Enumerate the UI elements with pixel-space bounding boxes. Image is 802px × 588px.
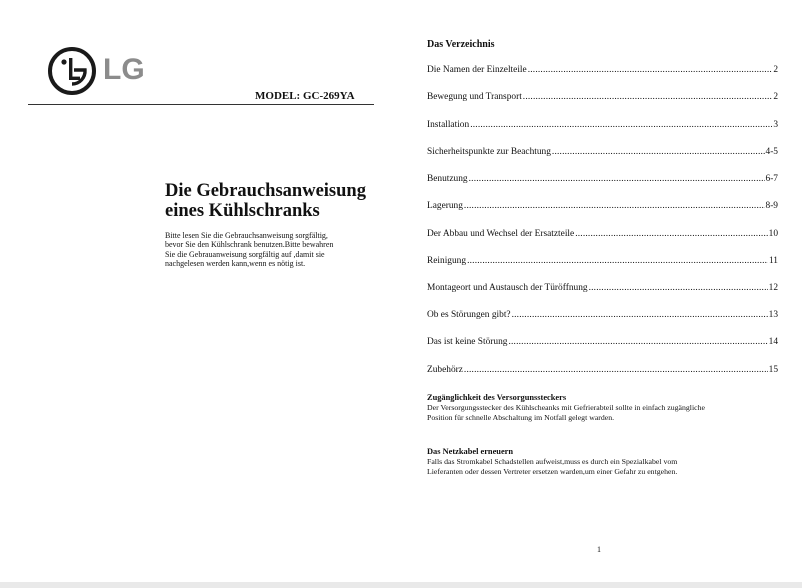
- note-line: Falls das Stromkabel Schadstellen aufweist,muss es durch ein Spezialkabel vom: [427, 457, 678, 466]
- toc-entry: [427, 255, 778, 268]
- brand-name: LG: [103, 53, 145, 86]
- toc-leader: [523, 91, 773, 104]
- toc-entry: [427, 282, 778, 295]
- toc-entry: [427, 200, 778, 213]
- toc-leader: [508, 336, 767, 349]
- note-line: Der Versorgungsstecker des Kühlscheanks mit Gefrierabteil sollte in einfach zugängliche: [427, 403, 705, 412]
- page-bottom-edge: [0, 582, 802, 588]
- title-line-1: Die Gebrauchsanweisung: [165, 181, 366, 201]
- toc-leader: [464, 200, 765, 213]
- toc-entry-page: 8-9: [765, 201, 778, 211]
- toc-entry: [427, 364, 778, 377]
- toc-leader: [552, 146, 765, 159]
- toc-entry-page: 6-7: [765, 174, 778, 184]
- toc-entry-page: 4-5: [765, 147, 778, 157]
- toc-entry: [427, 91, 778, 104]
- toc-entry-title: Installation: [427, 120, 470, 130]
- toc-entry-title: Lagerung: [427, 201, 463, 211]
- page-number: 1: [597, 545, 601, 554]
- toc-entry-page: 15: [768, 365, 778, 375]
- toc-entry-page: 2: [773, 92, 778, 102]
- toc-entry-title: Das ist keine Störung: [427, 337, 508, 347]
- lg-logo-icon: [48, 47, 96, 95]
- toc-heading: Das Verzeichnis: [427, 39, 495, 50]
- intro-paragraph: [165, 231, 375, 269]
- note-heading: Zugänglichkeit des Versorgunssteckers: [427, 393, 567, 402]
- toc-entry: [427, 119, 778, 132]
- toc-leader: [470, 119, 772, 132]
- toc-entry: [427, 228, 778, 241]
- note-heading: Das Netzkabel erneuern: [427, 447, 514, 456]
- model-number: MODEL: GC-269YA: [255, 90, 355, 102]
- toc-leader: [528, 64, 773, 77]
- toc-entry-page: 12: [768, 283, 778, 293]
- intro-line: Bitte lesen Sie die Gebrauchsanweisung sorgfältig,: [165, 231, 328, 240]
- toc-entry-page: 14: [768, 337, 778, 347]
- toc-entry-title: Sicherheitspunkte zur Beachtung: [427, 147, 551, 157]
- note-body: [427, 457, 782, 476]
- toc-entry-page: 10: [768, 229, 778, 239]
- toc-entry-title: Montageort und Austausch der Türöffnung: [427, 283, 588, 293]
- toc-entry-page: 13: [768, 310, 778, 320]
- note-line: Lieferanten oder dessen Vertreter ersetzen warden,um einer Gefahr zu entgehen.: [427, 466, 678, 476]
- toc-entry: [427, 173, 778, 186]
- toc-entry: [427, 64, 778, 77]
- toc-leader: [512, 309, 768, 322]
- header-divider: [28, 104, 374, 105]
- toc-entry: [427, 309, 778, 322]
- toc-entry-page: 3: [773, 120, 778, 130]
- note-line: Position für schnelle Abschaltung im Notfall gelegt warden.: [427, 412, 615, 422]
- toc-entry-title: Der Abbau und Wechsel der Ersatzteile: [427, 229, 575, 239]
- note-body: [427, 403, 782, 422]
- toc-leader: [464, 364, 768, 377]
- toc-entry-title: Zubehörz: [427, 365, 463, 375]
- intro-line: nachgelesen werden kann,wenn es nötig ist.: [165, 259, 306, 269]
- intro-line: Sie die Gebrauanweisung sorgfältig auf ,damit sie: [165, 249, 325, 259]
- toc-entry-title: Reinigung: [427, 256, 467, 266]
- toc-entry-title: Die Namen der Einzelteile: [427, 65, 527, 75]
- document-title: [165, 181, 395, 221]
- toc-entry-page: 11: [768, 256, 778, 266]
- toc-leader: [467, 255, 768, 268]
- toc-entry-title: Benutzung: [427, 174, 468, 184]
- toc-entry-page: 2: [773, 65, 778, 75]
- toc-entry: [427, 146, 778, 159]
- toc-entry: [427, 336, 778, 349]
- toc-entry-title: Bewegung und Transport: [427, 92, 522, 102]
- toc-leader: [589, 282, 768, 295]
- title-line-2: eines Kühlschranks: [165, 201, 320, 221]
- intro-line: bevor Sie den Kühlschrank benutzen.Bitte bewahren: [165, 240, 334, 250]
- toc-leader: [575, 228, 767, 241]
- toc-leader: [469, 173, 765, 186]
- toc-entry-title: Ob es Störungen gibt?: [427, 310, 511, 320]
